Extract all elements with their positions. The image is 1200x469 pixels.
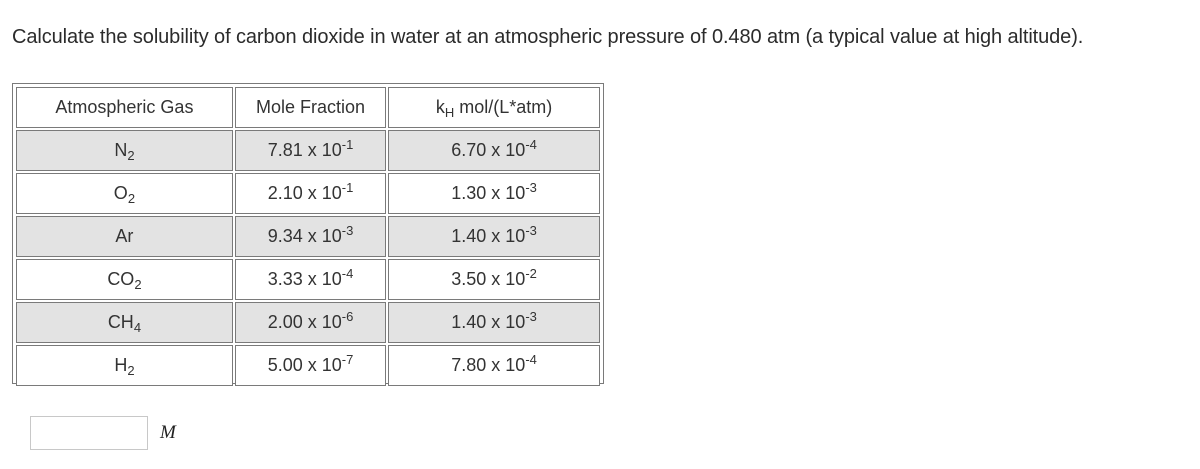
kh-exponent: -2 (525, 266, 537, 281)
kh-mantissa: 1.40 x 10 (451, 226, 526, 246)
kh-mantissa: 1.30 x 10 (451, 183, 526, 203)
header-kh-symbol: k (435, 97, 445, 117)
kh-cell (388, 216, 600, 257)
gas-subscript: 2 (127, 363, 135, 378)
mole-fraction-cell (235, 216, 386, 257)
gas-table (14, 85, 602, 388)
kh-cell (388, 345, 600, 386)
gas-cell (16, 216, 233, 257)
header-kh-units: mol/(L*atm) (454, 97, 553, 117)
gas-cell (16, 345, 233, 386)
table-row (16, 216, 600, 257)
header-kh-subscript: H (444, 105, 455, 120)
mole-fraction-exponent: -7 (341, 352, 354, 367)
mole-fraction-cell (235, 130, 386, 171)
kh-exponent: -4 (525, 352, 537, 367)
gas-formula: CH (107, 312, 134, 332)
mole-fraction-exponent: -4 (341, 266, 354, 281)
mole-fraction-cell (235, 173, 386, 214)
gas-cell (16, 259, 233, 300)
mole-fraction-mantissa: 3.33 x 10 (267, 269, 342, 289)
mole-fraction-exponent: -1 (341, 137, 354, 152)
gas-subscript: 2 (134, 277, 142, 292)
kh-exponent: -3 (525, 223, 537, 238)
kh-mantissa: 7.80 x 10 (451, 355, 526, 375)
mole-fraction-mantissa: 2.00 x 10 (267, 312, 342, 332)
gas-formula: H (114, 355, 128, 375)
mole-fraction-cell (235, 259, 386, 300)
gas-cell (16, 302, 233, 343)
kh-mantissa: 1.40 x 10 (451, 312, 526, 332)
table-row (16, 345, 600, 386)
answer-unit-label: M (160, 422, 176, 443)
kh-exponent: -3 (525, 180, 537, 195)
mole-fraction-mantissa: 5.00 x 10 (267, 355, 342, 375)
gas-data-table (12, 83, 604, 384)
kh-mantissa: 6.70 x 10 (451, 140, 526, 160)
kh-cell (388, 302, 600, 343)
table-header-row (16, 87, 600, 128)
mole-fraction-mantissa: 7.81 x 10 (267, 140, 342, 160)
gas-cell (16, 173, 233, 214)
header-henry-constant (388, 87, 600, 128)
kh-cell (388, 130, 600, 171)
mole-fraction-cell (235, 345, 386, 386)
gas-formula: CO (107, 269, 135, 289)
kh-cell (388, 173, 600, 214)
kh-exponent: -3 (525, 309, 537, 324)
question-text: Calculate the solubility of carbon dioxide in water at an atmospheric pressure of 0.480 atm (a typical value at high altitude). (12, 26, 1084, 48)
gas-subscript: 2 (127, 191, 136, 206)
mole-fraction-mantissa: 9.34 x 10 (267, 226, 342, 246)
table-row (16, 259, 600, 300)
gas-formula: N (114, 140, 128, 160)
mole-fraction-mantissa: 2.10 x 10 (267, 183, 342, 203)
gas-cell (16, 130, 233, 171)
table-row (16, 130, 600, 171)
kh-exponent: -4 (525, 137, 537, 152)
header-atmospheric-gas: Atmospheric Gas (16, 87, 233, 128)
kh-mantissa: 3.50 x 10 (451, 269, 526, 289)
mole-fraction-exponent: -6 (341, 309, 354, 324)
gas-formula: Ar (115, 226, 134, 246)
gas-formula: O (113, 183, 128, 203)
mole-fraction-exponent: -1 (341, 180, 354, 195)
kh-cell (388, 259, 600, 300)
table-row (16, 173, 600, 214)
answer-input[interactable] (30, 416, 148, 450)
header-mole-fraction: Mole Fraction (235, 87, 386, 128)
table-row (16, 302, 600, 343)
gas-subscript: 4 (133, 320, 142, 335)
mole-fraction-cell (235, 302, 386, 343)
gas-subscript: 2 (127, 148, 135, 163)
mole-fraction-exponent: -3 (341, 223, 354, 238)
